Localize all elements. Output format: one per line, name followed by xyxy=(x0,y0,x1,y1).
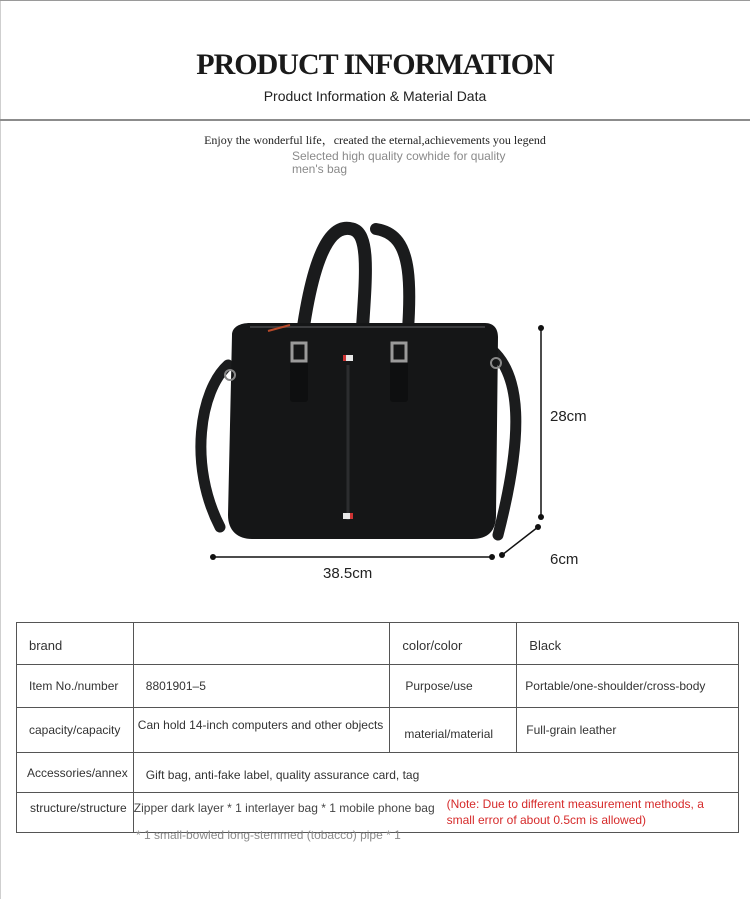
table-row xyxy=(17,793,739,833)
page-title: PRODUCT INFORMATION xyxy=(196,48,554,81)
product-image xyxy=(180,215,600,595)
brand-value xyxy=(133,623,390,665)
capacity-value: Can hold 14-inch computers and other objects xyxy=(133,708,390,753)
page-subtitle: Product Information & Material Data xyxy=(263,88,487,104)
accessories-label: Accessories/annex xyxy=(17,753,134,793)
item-number-value: 8801901–5 xyxy=(133,665,390,708)
item-number-label: Item No./number xyxy=(17,665,134,708)
width-dimension: 38.5cm xyxy=(323,565,373,582)
structure-value: Zipper dark layer * 1 interlayer bag * 1 mobile phone bag xyxy=(133,801,435,815)
header-divider xyxy=(0,119,750,121)
table-row xyxy=(17,753,739,793)
table-row xyxy=(17,665,739,708)
structure-label: structure/structure xyxy=(17,793,134,833)
material-value: Full-grain leather xyxy=(517,708,739,753)
product-description: Selected high quality cowhide for quality men's bag xyxy=(292,149,506,176)
depth-dimension: 6cm xyxy=(550,551,579,568)
briefcase-illustration xyxy=(180,215,600,595)
structure-value-continued: * 1 small-bowled long-stemmed (tobacco) pipe * 1 xyxy=(136,828,401,842)
color-label: color/color xyxy=(390,623,517,665)
color-value: Black xyxy=(517,623,739,665)
structure-cell xyxy=(133,793,738,833)
brand-label: brand xyxy=(17,623,134,665)
height-dimension: 28cm xyxy=(550,408,587,425)
accessories-value: Gift bag, anti-fake label, quality assurance card, tag xyxy=(133,753,738,793)
purpose-value: Portable/one-shoulder/cross-body xyxy=(517,665,739,708)
spec-table xyxy=(16,622,739,833)
capacity-label: capacity/capacity xyxy=(17,708,134,753)
top-divider xyxy=(0,0,750,1)
measurement-note: (Note: Due to different measurement methods, a small error of about 0.5cm is allowed) xyxy=(446,797,704,827)
table-row xyxy=(17,623,739,665)
tagline: Enjoy the wonderful life，created the eternal,achievements you legend xyxy=(204,133,546,147)
material-label: material/material xyxy=(390,708,517,753)
table-row xyxy=(17,708,739,753)
purpose-label: Purpose/use xyxy=(390,665,517,708)
